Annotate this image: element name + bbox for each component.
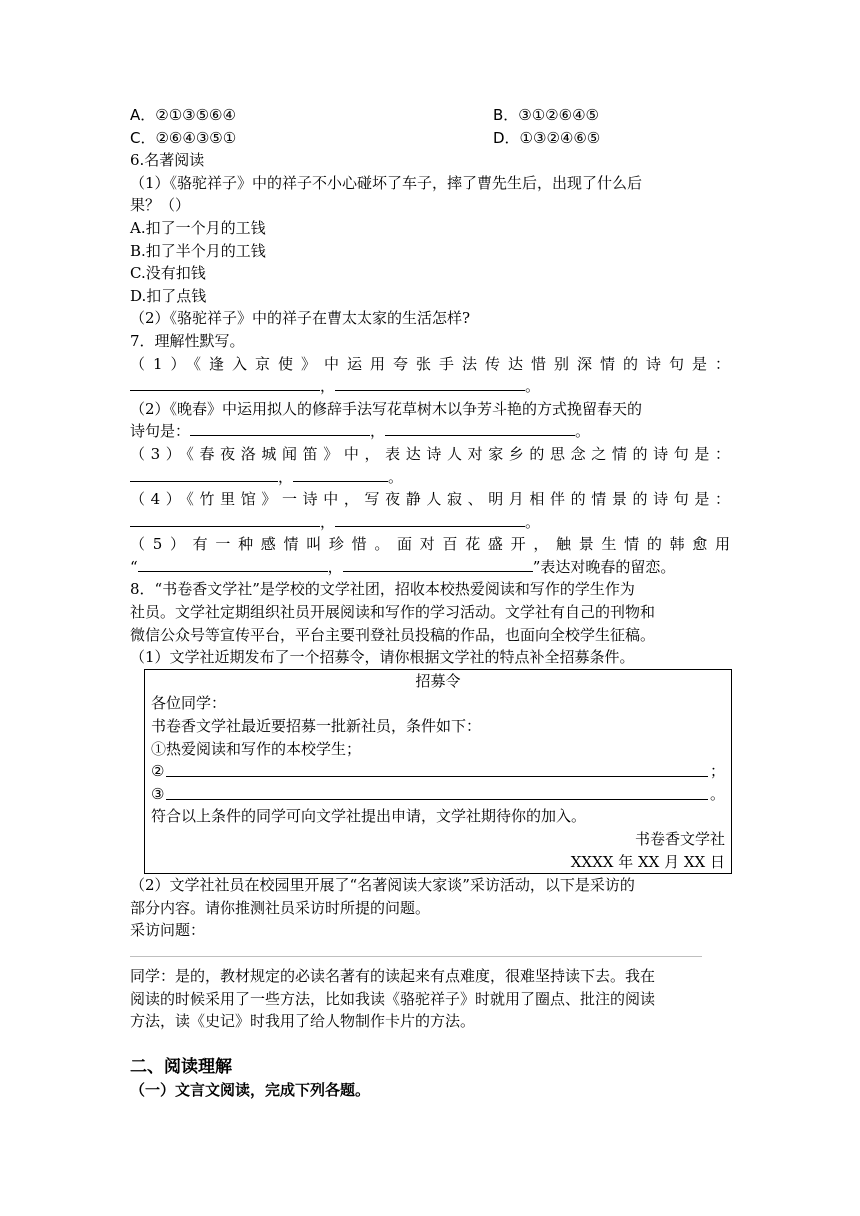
q6-choice-d: D.扣了点钱 (130, 286, 207, 305)
section-heading: 二、阅读理解 (130, 1056, 232, 1077)
q8-sub2-line1: （2）文学社社员在校园里开展了“名著阅读大家谈”采访活动，以下是采访的 (130, 876, 635, 895)
notice-item-3: ③ 。 (151, 784, 725, 803)
answer-blank[interactable] (335, 375, 525, 391)
q7-s4-blanks: ， 。 (130, 511, 730, 534)
notice-greeting: 各位同学： (151, 694, 227, 713)
answer-line2: 阅读的时候采用了一些方法，比如我读《骆驼祥子》时就用了圈点、批注的阅读 (130, 989, 656, 1008)
answer-blank[interactable] (343, 556, 533, 572)
interview-label: 采访问题： (130, 921, 206, 940)
interview-answer-line[interactable] (130, 942, 702, 957)
answer-blank[interactable] (190, 420, 370, 436)
notice-date: XXXX 年 XX 月 XX 日 (570, 852, 725, 871)
notice-item-1: ①热爱阅读和写作的本校学生； (151, 739, 362, 758)
q6-choice-c: C.没有扣钱 (130, 264, 206, 283)
q7-s1-text: （1）《逢入京使》中运用夸张手法传达惜别深情的诗句是： (130, 354, 730, 373)
answer-line3: 方法，读《史记》时我用了给人物制作卡片的方法。 (130, 1012, 476, 1031)
option-d: D．①③②④⑥⑤ (493, 128, 601, 147)
q7-s3-blanks: ， 。 (130, 466, 730, 489)
q7-s2-text: （2）《晚春》中运用拟人的修辞手法写花草树木以争芳斗艳的方式挽留春天的 (130, 399, 643, 418)
q7-s4-text: （4）《竹里馆》一诗中，写夜静人寂、明月相伴的情景的诗句是： (130, 490, 730, 509)
answer-blank[interactable] (166, 760, 708, 777)
q7-title: 7．理解性默写。 (130, 331, 245, 350)
q8-sub1: （1）文学社近期发布了一个招募令，请你根据文学社的特点补全招募条件。 (130, 648, 635, 667)
options-row-2 (130, 127, 730, 150)
answer-blank[interactable] (385, 420, 575, 436)
answer-blank[interactable] (335, 511, 525, 527)
answer-blank[interactable] (130, 511, 320, 527)
answer-blank[interactable] (293, 466, 388, 482)
notice-closing: 符合以上条件的同学可向文学社提出申请，文学社期待你的加入。 (151, 807, 587, 826)
document-page (130, 104, 730, 1101)
answer-blank[interactable] (130, 466, 278, 482)
q6-sub1-line1: （1）《骆驼祥子》中的祥子不小心碰坏了车子，摔了曹先生后，出现了什么后 (130, 173, 643, 192)
option-b: B．③①②⑥④⑤ (493, 106, 599, 124)
q7-s1-blanks: ， 。 (130, 375, 730, 398)
q7-s5-blanks: “ ， ”表达对晚春的留恋。 (130, 557, 676, 576)
answer-blank[interactable] (130, 375, 320, 391)
q6-choice-a: A.扣了一个月的工钱 (130, 218, 266, 237)
q6-title: 6.名著阅读 (130, 151, 205, 170)
option-c: C．②⑥④③⑤① (130, 128, 237, 147)
q7-s2-blanks: 诗句是： ， 。 (130, 422, 591, 441)
answer-line1: 同学：是的，教材规定的必读名著有的读起来有点难度，很难坚持读下去。我在 (130, 966, 656, 985)
notice-intro: 书卷香文学社最近要招募一批新社员，条件如下： (151, 717, 482, 736)
q6-choice-b: B.扣了半个月的工钱 (130, 241, 266, 260)
q6-sub2: （2）《骆驼祥子》中的祥子在曹太太家的生活怎样? (130, 309, 471, 328)
q8-para-line3: 微信公众号等宣传平台，平台主要刊登社员投稿的作品，也面向全校学生征稿。 (130, 625, 656, 644)
q6-sub1-line2: 果？（） (130, 196, 191, 215)
notice-signature: 书卷香文学社 (634, 830, 725, 848)
q8-para-line2: 社员。文学社定期组织社员开展阅读和写作的学习活动。文学社有自己的刊物和 (130, 603, 656, 622)
answer-blank[interactable] (166, 783, 708, 800)
notice-item-2: ② ； (151, 762, 725, 781)
q8-sub2-line2: 部分内容。请你推测社员采访时所提的问题。 (130, 898, 431, 917)
q7-s5-text: （5）有一种感情叫珍惜。面对百花盛开，触景生情的韩愈用 (130, 535, 730, 554)
q8-para-line1: 8．“书卷香文学社”是学校的文学社团，招收本校热爱阅读和写作的学生作为 (130, 580, 635, 599)
answer-blank[interactable] (138, 556, 328, 572)
notice-title: 招募令 (415, 671, 461, 690)
options-row-1 (130, 104, 730, 127)
q7-s3-text: （3）《春夜洛城闻笛》中，表达诗人对家乡的思念之情的诗句是： (130, 444, 730, 463)
option-a: A．②①③⑤⑥④ (130, 106, 236, 124)
section-subheading: （一）文言文阅读，完成下列各题。 (130, 1080, 371, 1099)
recruitment-notice-box (144, 669, 732, 874)
